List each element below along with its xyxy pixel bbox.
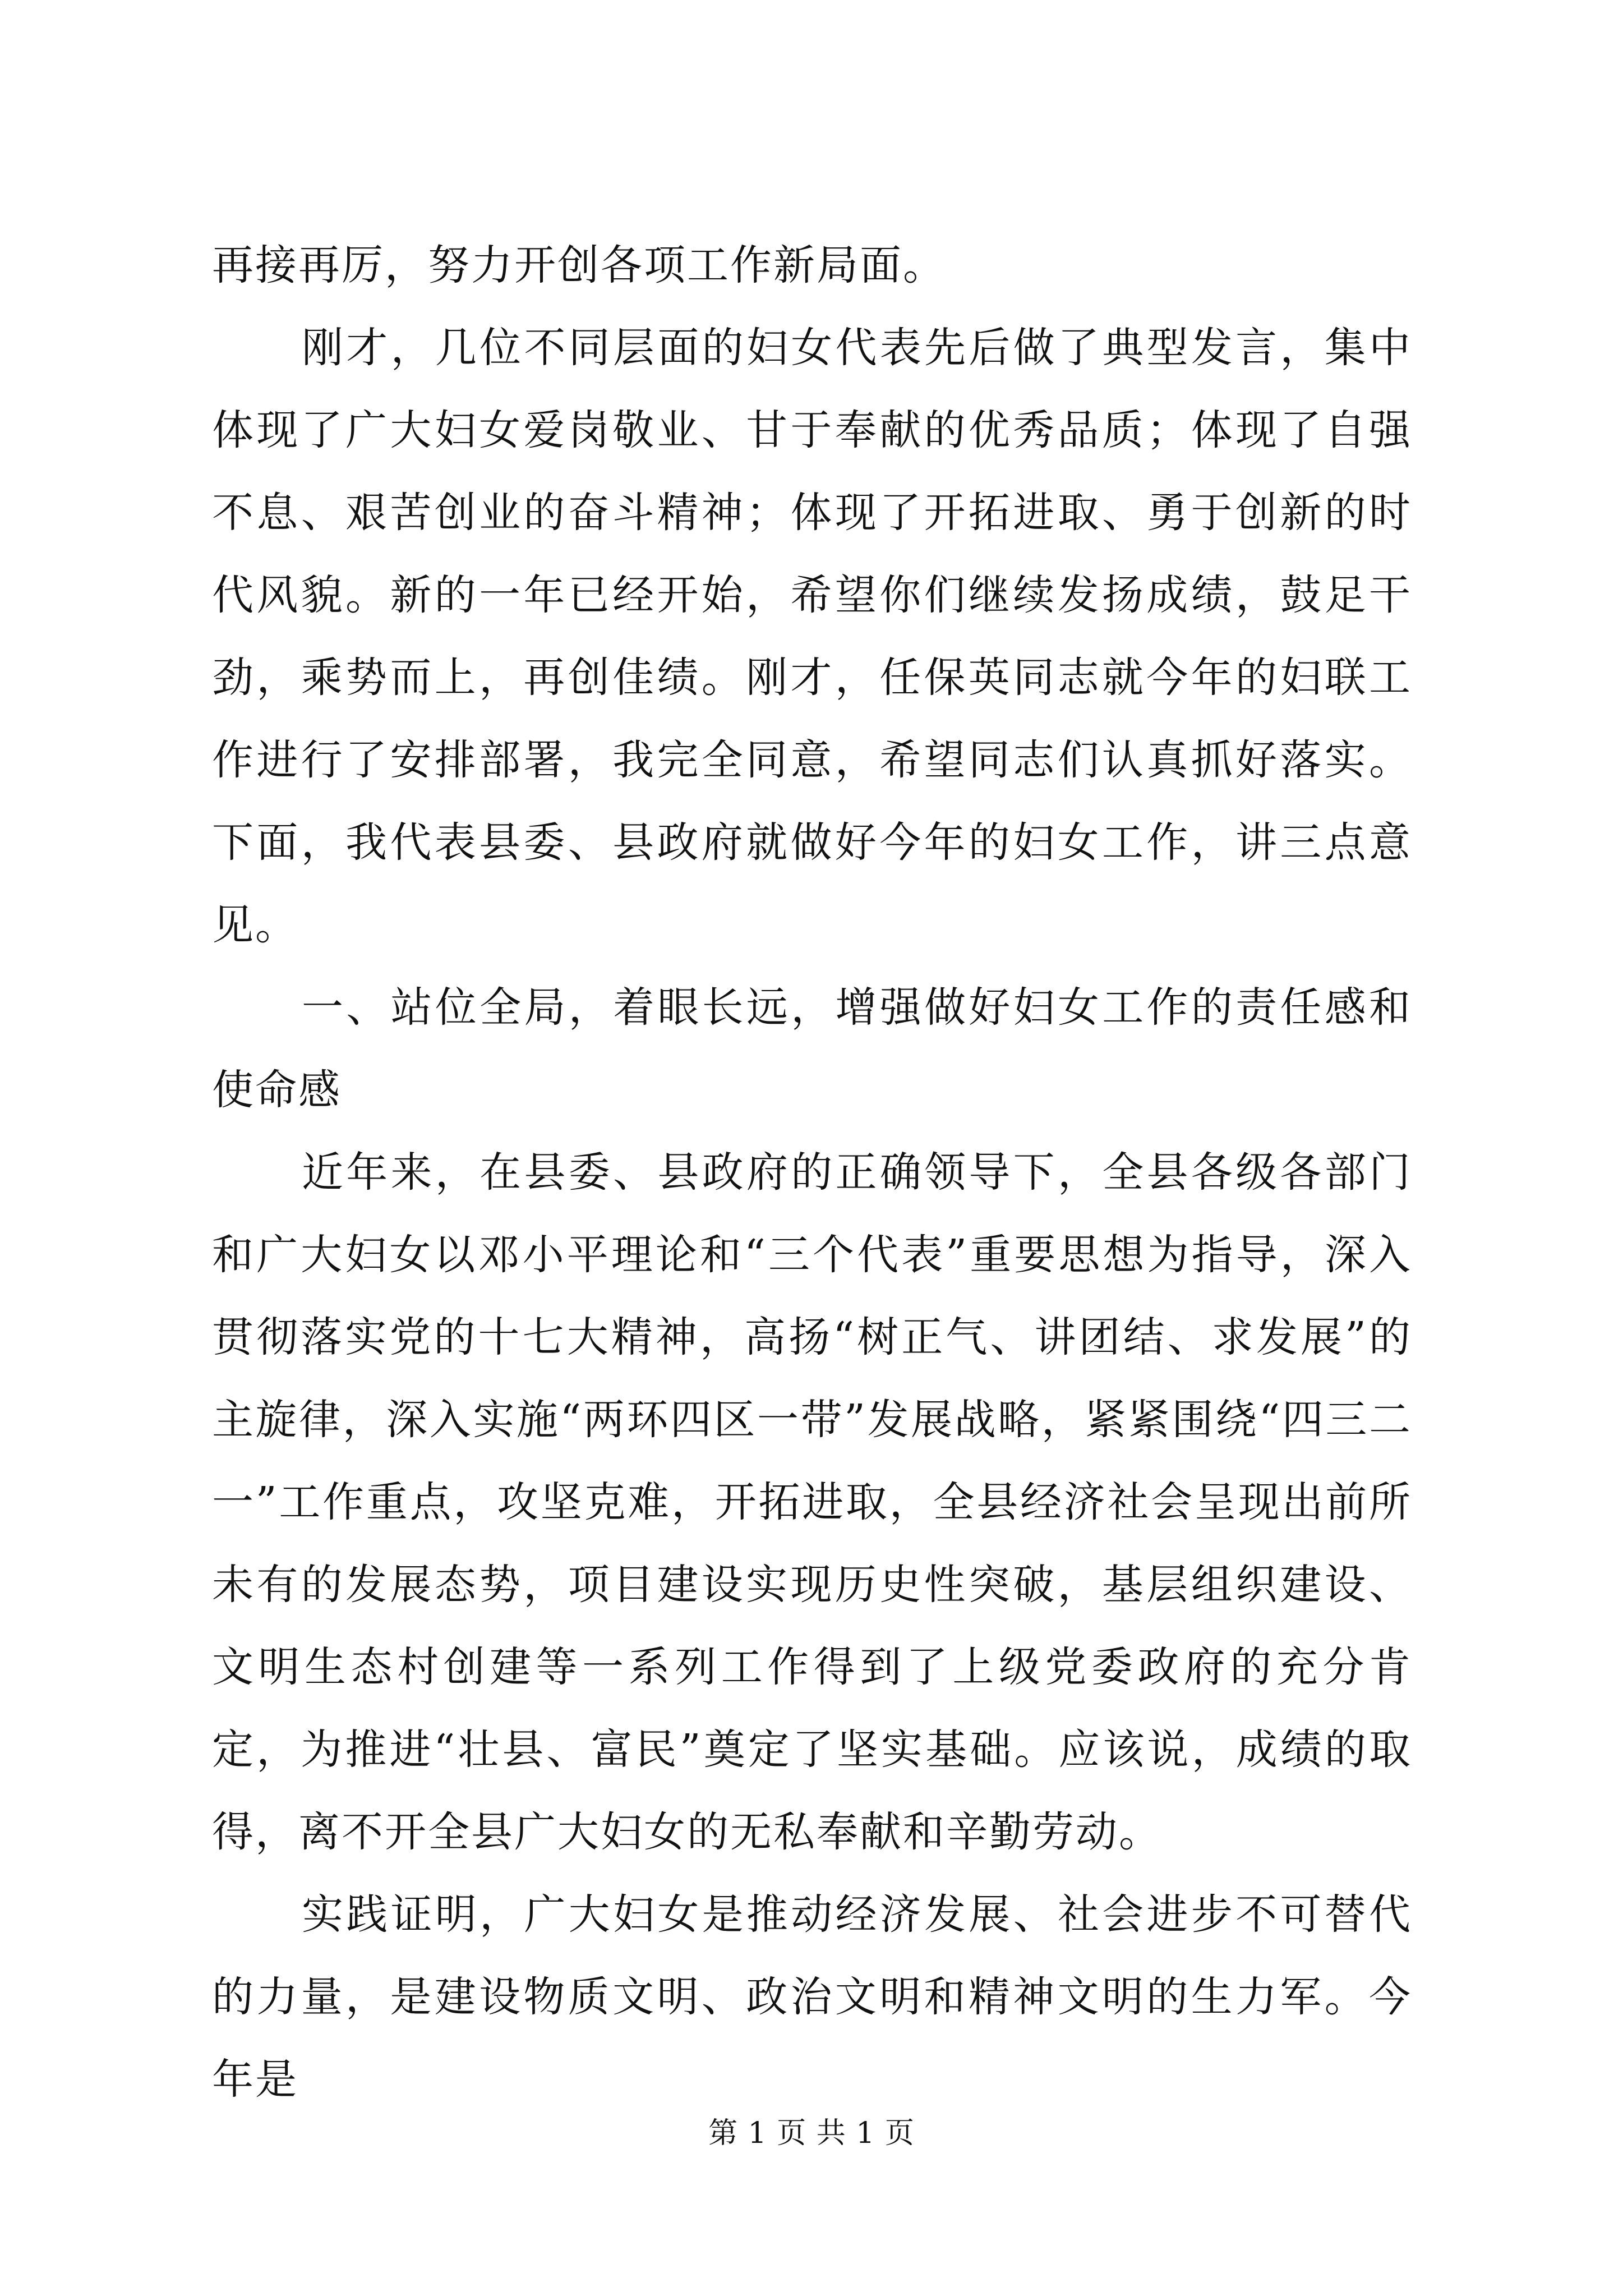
document-body [212, 224, 1412, 2121]
page-footer: 第 1 页 共 1 页 [708, 2116, 915, 2150]
section-heading-one: 一、站位全局，着眼长远，增强做好妇女工作的责任感和使命感 [212, 983, 1412, 1114]
paragraph-recent-achievements: 近年来，在县委、县政府的正确领导下，全县各级各部门和广大妇女以邓小平理论和“三个代表”重要思想为指导，深入贯彻落实党的十七大精神，高扬“树正气、讲团结、求发展”的主旋律，深入实施“两环四区一带”发展战略，紧紧围绕“四三二一”工作重点，攻坚克难，开拓进取，全县经济社会呈现出前所未有的发展态势，项目建设实现历史性突破，基层组织建设、文明生态村创建等一系列工作得到了上级党委政府的充分肯定，为推进“壮县、富民”奠定了坚实基础。应该说，成绩的取得，离不开全县广大妇女的无私奉献和辛勤劳动。 [212, 1148, 1412, 1856]
paragraph-speeches-summary: 刚才，几位不同层面的妇女代表先后做了典型发言，集中体现了广大妇女爱岗敬业、甘于奉献的优秀品质；体现了自强不息、艰苦创业的奋斗精神；体现了开拓进取、勇于创新的时代风貌。新的一年已经开始，希望你们继续发扬成绩，鼓足干劲，乘势而上，再创佳绩。刚才，任保英同志就今年的妇联工作进行了安排部署，我完全同意，希望同志们认真抓好落实。下面，我代表县委、县政府就做好今年的妇女工作，讲三点意见。 [212, 324, 1412, 949]
paragraph-continuation: 再接再厉，努力开创各项工作新局面。 [212, 241, 946, 289]
paragraph-practice-proves: 实践证明，广大妇女是推动经济发展、社会进步不可替代的力量，是建设物质文明、政治文明和精神文明的生力军。今年是 [212, 1890, 1412, 2104]
